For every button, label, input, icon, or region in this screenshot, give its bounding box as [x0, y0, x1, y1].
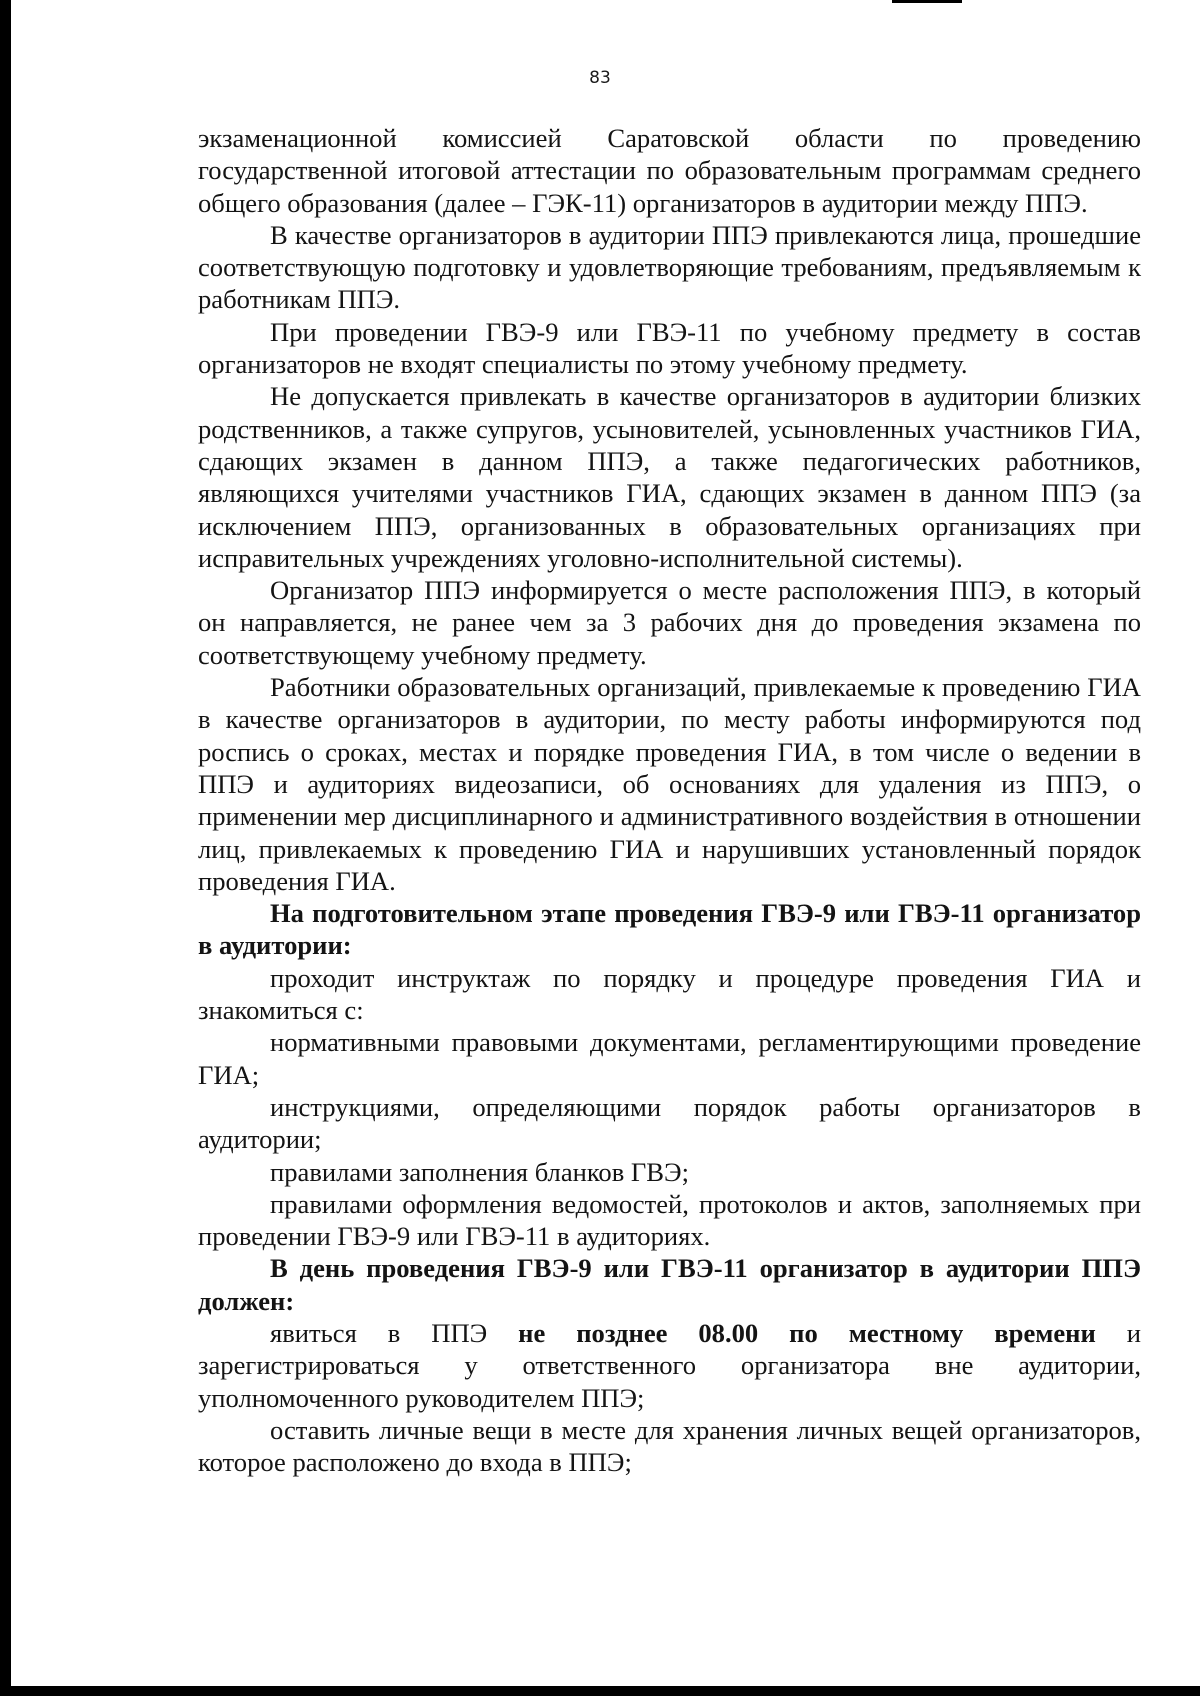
paragraph: проходит инструктаж по порядку и процедуре проведения ГИА и знакомиться с: [198, 962, 1141, 1026]
paragraph: Работники образовательных организаций, привлекаемые к проведению ГИА в качестве организаторов в аудитории, по месту работы информируются под роспись о сроках, местах и порядке проведения ГИА, в том числе о ведении в ППЭ и аудиториях видеозаписи, об основаниях для удаления из ППЭ, о применении мер дисциплинарного и административного воздействия в отношении лиц, привлекаемых к проведению ГИА и нарушивших установленный порядок проведения ГИА. [198, 672, 1141, 896]
paragraph: В качестве организаторов в аудитории ППЭ привлекаются лица, прошедшие соответствующую подготовку и удовлетворяющие требованиям, предъявляемым к работникам ППЭ. [198, 219, 1141, 315]
document-body [198, 122, 1141, 1478]
list-item: правилами оформления ведомостей, протоколов и актов, заполняемых при проведении ГВЭ-9 или ГВЭ-11 в аудиториях. [198, 1188, 1141, 1252]
paragraph: Не допускается привлекать в качестве организаторов в аудитории близких родственников, а также супругов, усыновителей, усыновленных участников ГИА, сдающих экзамен в данном ППЭ, а также педагогических работников, являющихся учителями участников ГИА, сдающих экзамен в данном ППЭ (за исключением ППЭ, организованных в образовательных организациях при исправительных учреждениях уголовно-исполнительной системы). [198, 381, 1141, 573]
scan-top-mark [892, 0, 962, 3]
paragraph: При проведении ГВЭ-9 или ГВЭ-11 по учебному предмету в состав организаторов не входят специалисты по этому учебному предмету. [198, 316, 1141, 380]
paragraph-continuation: экзаменационной комиссией Саратовской области по проведению государственной итоговой аттестации по образовательным программам среднего общего образования (далее – ГЭК-11) организаторов в аудитории между ППЭ. [198, 123, 1141, 218]
text-run: и зарегистрироваться у ответственного организатора вне аудитории, уполномоченного руководителем ППЭ; [198, 1317, 1141, 1413]
scan-border-bottom [0, 1686, 1200, 1696]
section-heading-exam-day: В день проведения ГВЭ-9 или ГВЭ-11 организатор в аудитории ППЭ должен: [198, 1253, 1141, 1316]
list-item: инструкциями, определяющими порядок работы организаторов в аудитории; [198, 1091, 1141, 1155]
text-run: явиться в ППЭ [270, 1317, 519, 1348]
section-heading-preparation: На подготовительном этапе проведения ГВЭ-9 или ГВЭ-11 организатор в аудитории: [198, 898, 1141, 961]
list-item: оставить личные вещи в месте для хранения личных вещей организаторов, которое расположено до входа в ППЭ; [198, 1414, 1141, 1478]
page-number: 83 [589, 68, 611, 88]
paragraph: Организатор ППЭ информируется о месте расположения ППЭ, в который он направляется, не ранее чем за 3 рабочих дня до проведения экзамена по соответствующему учебному предмету. [198, 575, 1141, 670]
list-item: нормативными правовыми документами, регламентирующими проведение ГИА; [198, 1027, 1141, 1090]
list-item: правилами заполнения бланков ГВЭ; [270, 1156, 689, 1187]
list-item [198, 1317, 1141, 1414]
arrival-deadline-emphasis: не позднее 08.00 по местному времени [518, 1317, 1096, 1348]
scan-border-left [0, 0, 11, 1694]
